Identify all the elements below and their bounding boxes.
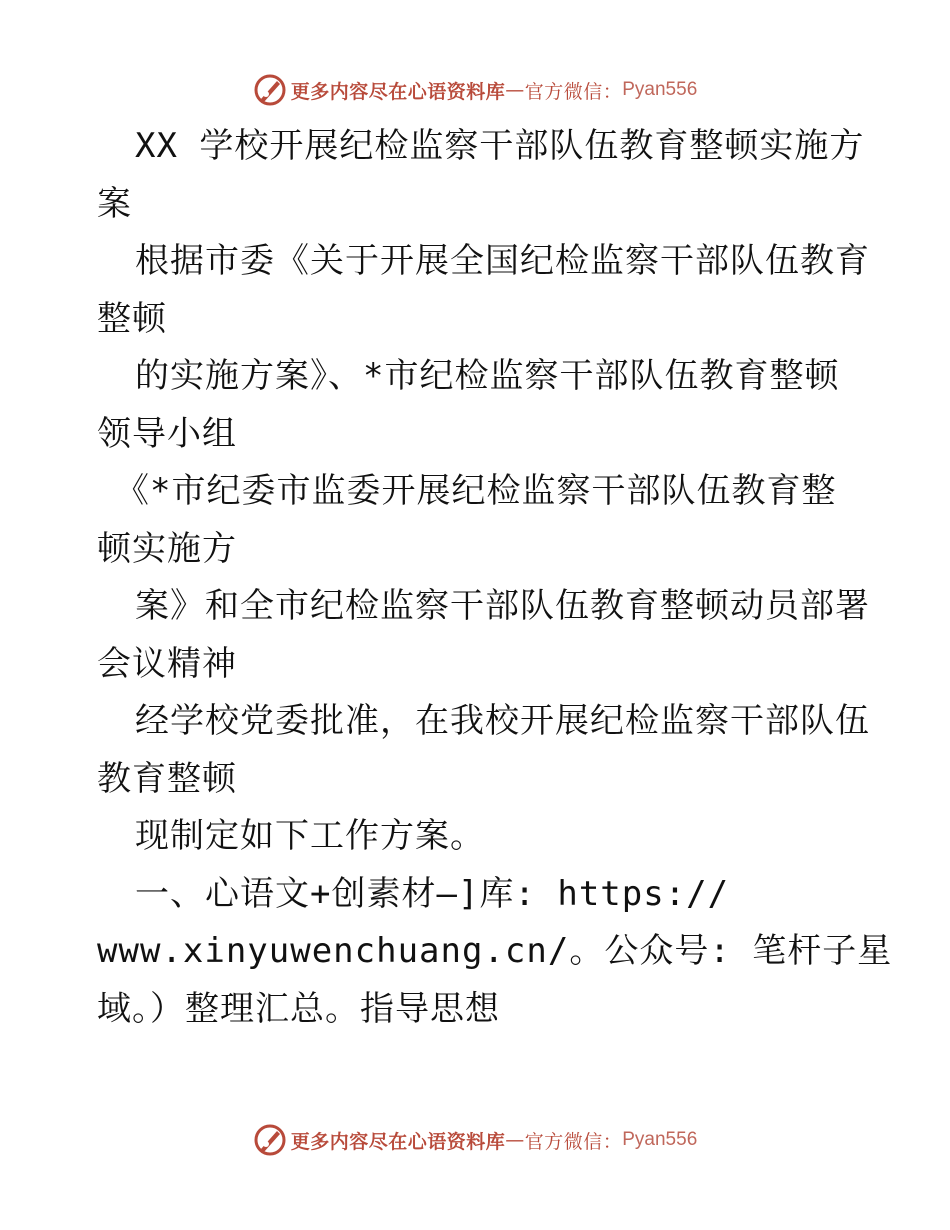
url-line: www.xinyuwenchuang.cn/。公众号: 笔杆子星 (97, 931, 893, 971)
banner-dash: — (505, 1129, 525, 1151)
paragraph-line: 整顿 (97, 298, 167, 339)
banner-dash: — (505, 79, 525, 101)
paragraph-line: 案》和全市纪检监察干部队伍教育整顿动员部署 (135, 586, 870, 626)
banner-wechat-id: Pyan556 (622, 79, 698, 100)
banner-title: 更多内容尽在心语资料库 (290, 1130, 506, 1153)
paragraph-line: 会议精神 (97, 643, 237, 684)
paragraph-line: 教育整顿 (97, 758, 237, 799)
paragraph-line: 顿实施方 (97, 528, 237, 569)
section-heading-line: 一、心语文+创素材—]库: https:// (135, 873, 730, 914)
banner-title: 更多内容尽在心语资料库 (290, 80, 506, 103)
footer-banner (0, 1120, 950, 1160)
banner-wechat-label: 官方微信： (524, 80, 623, 103)
document-body (97, 118, 893, 1038)
header-banner (0, 70, 950, 110)
banner-wechat-id: Pyan556 (622, 1129, 698, 1150)
title-line-2: 案 (97, 183, 132, 224)
paragraph-line: 的实施方案》、*市纪检监察干部队伍教育整顿 (135, 356, 840, 396)
title-line-1: XX 学校开展纪检监察干部队伍教育整顿实施方 (135, 126, 865, 166)
paragraph-line: 《*市纪委市监委开展纪检监察干部队伍教育整 (115, 471, 837, 511)
paragraph-line: 现制定如下工作方案。 (135, 816, 485, 856)
paragraph-line: 根据市委《关于开展全国纪检监察干部队伍教育 (135, 241, 870, 281)
paragraph-line: 领导小组 (97, 413, 237, 454)
pen-logo-icon (253, 73, 287, 107)
pen-logo-icon (253, 1123, 287, 1157)
paragraph-line: 经学校党委批准，在我校开展纪检监察干部队伍 (135, 701, 870, 741)
paragraph-line: 域。）整理汇总。指导思想 (97, 988, 500, 1029)
banner-wechat-label: 官方微信： (524, 1130, 623, 1153)
